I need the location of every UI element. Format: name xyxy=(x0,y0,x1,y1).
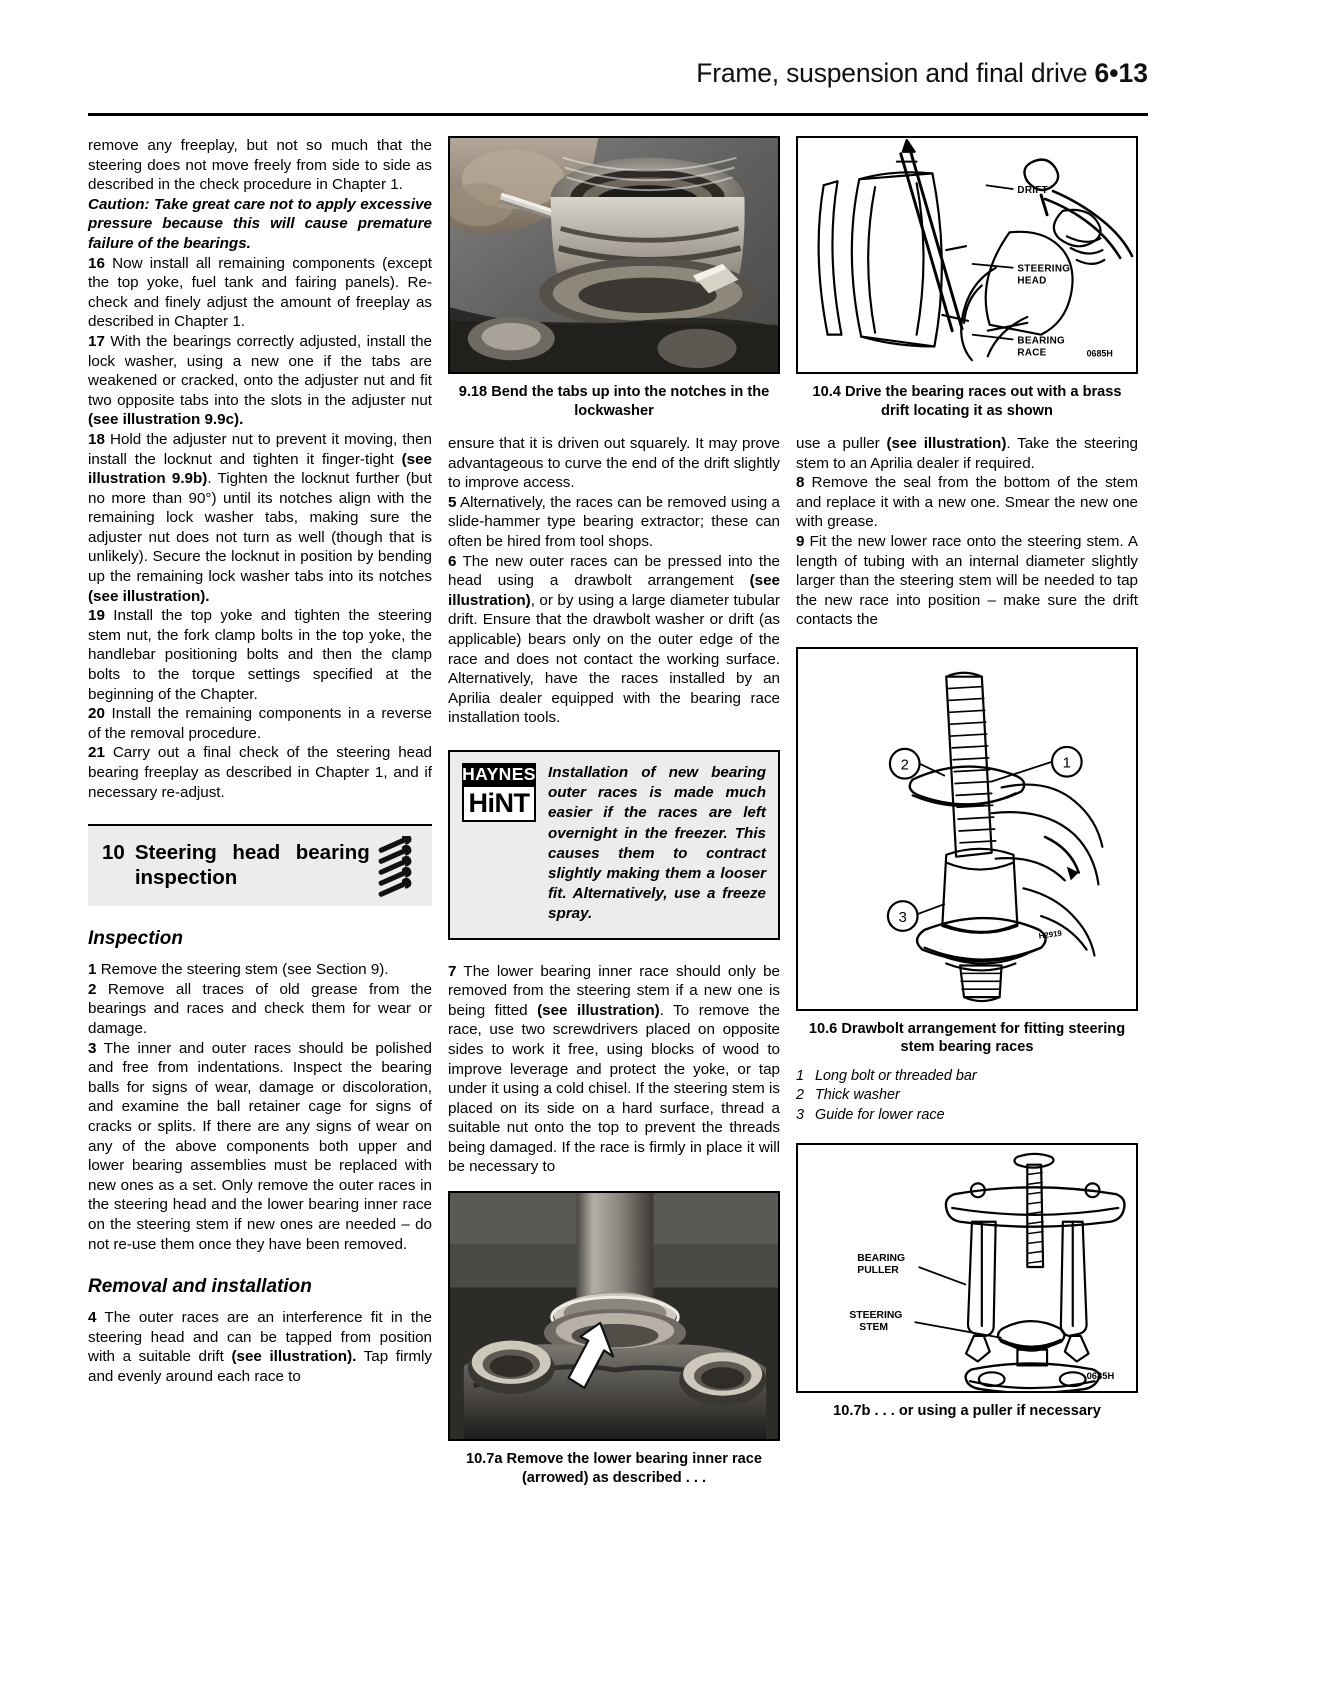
item-text: Remove all traces of old grease from the bearings and races and check them for wear or damage. xyxy=(88,980,432,1037)
subheading-removal-installation: Removal and installation xyxy=(88,1276,312,1298)
header-divider xyxy=(88,113,1148,116)
haynes-logo-bottom: HiNT xyxy=(462,787,536,822)
item-text-b: . To remove the race, use two screwdrivers placed on opposite sides to work it free, using blocks of wood to improve leverage and protect the yoke, or tap under it using a cold chisel. If the steering stem is placed on its side on a hard surface, thread a suitable nut onto the top to prevent the threads being damaged. If the race is firmly in place it will be necessary to xyxy=(448,1001,780,1176)
item-number: 18 xyxy=(88,430,105,448)
item-number: 5 xyxy=(448,493,457,511)
right-column xyxy=(796,136,1138,1421)
subheading-inspection: Inspection xyxy=(88,928,184,950)
item-text: Install the top yoke and tighten the steering stem nut, the fork clamp bolts in the top yoke, the handlebar positioning bolts and then the clamp bolts to the torque settings specified at the beginning of the Chapter. xyxy=(88,607,432,703)
item-text: Carry out a final check of the steering head bearing freeplay as described in Chapter 1, and if necessary re-adjust. xyxy=(88,744,432,801)
paragraph-text-b: . Take the steering stem to an Aprilia dealer if required. xyxy=(796,435,1138,472)
item-ref-b: (see illustration). xyxy=(88,587,210,605)
list-item-21 xyxy=(88,743,432,802)
figure-number: 10.6 xyxy=(808,1020,838,1037)
key-item-1 xyxy=(796,1067,1138,1087)
figure-callout-2: 2 xyxy=(900,757,909,774)
item-text: Alternatively, the races can be removed using a slide-hammer type bearing extractor; these can often be hired from tool shops. xyxy=(448,493,781,550)
haynes-hint-logo xyxy=(462,763,536,822)
item-number: 2 xyxy=(88,980,97,998)
figure-callout-1: 1 xyxy=(1062,755,1071,772)
spanner-rating-icon xyxy=(374,836,420,900)
item-ref-a: (see illustration 9.9b) xyxy=(88,450,432,488)
key-text: Long bolt or threaded bar xyxy=(815,1067,977,1084)
paragraph-continued: remove any freeplay, but not so much that the steering does not move freely from side to side as described in the check procedure in Chapter 1. xyxy=(88,137,432,194)
figure-10-7b-caption xyxy=(796,1402,1138,1421)
caution-note: Caution: Take great care not to apply excessive pressure because this will cause premature failure of the bearings. xyxy=(88,195,432,252)
section-title: Steering head bearing inspection xyxy=(134,841,370,890)
item-text: Remove the steering stem (see Section 9). xyxy=(100,961,389,979)
item-number: 3 xyxy=(88,1039,97,1057)
item-number: 1 xyxy=(88,961,97,979)
item-text: Now install all remaining components (except the top yoke, fuel tank and fairing panels). Re-check and finely adjust the amount of freeplay as described in Chapter 1. xyxy=(88,254,432,331)
page-header xyxy=(88,58,1148,89)
list-item-20 xyxy=(88,704,432,743)
section-heading-block xyxy=(88,824,432,906)
item-text: Remove the seal from the bottom of the stem and replace it with a new one. Smear the new one with grease. xyxy=(796,474,1138,531)
list-item-5 xyxy=(448,493,780,552)
item-text-a: Hold the adjuster nut to prevent it moving, then install the locknut and tighten it finger-tight xyxy=(88,430,432,468)
item-number: 7 xyxy=(448,962,457,980)
figure-number: 10.7a xyxy=(465,1451,503,1468)
list-item-18 xyxy=(88,430,432,606)
figure-caption-text: Drawbolt arrangement for fitting steering stem bearing races xyxy=(841,1020,1126,1056)
item-number: 20 xyxy=(88,705,105,723)
inspection-item-1 xyxy=(88,960,432,980)
removal-item-4 xyxy=(88,1308,432,1386)
list-item-19 xyxy=(88,606,432,704)
figure-caption-text: Remove the lower bearing inner race (arrowed) as described . . . xyxy=(506,1451,763,1486)
figure-10-6-code: H2919 xyxy=(1038,928,1063,941)
key-text: Guide for lower race xyxy=(815,1106,945,1123)
figure-10-4-code: 0685H xyxy=(1086,348,1113,359)
item-number: 17 xyxy=(88,332,105,350)
figure-10-7b-code: 0685H xyxy=(1086,1371,1115,1382)
list-item-6 xyxy=(448,552,780,728)
item-text: The inner and outer races should be polished and free from indentations. Inspect the bearing balls for signs of wear, damage or discoloration, and examine the ball retainer cage for signs of cracks or splits. If there are any signs of wear on any of the above components both upper and lower bearing assemblies must be replaced with new ones as a set. Only remove the outer races in the steering head and the lower bearing inner race on the steering stem if new ones are needed – do not re-use them once they have been removed. xyxy=(88,1039,432,1253)
key-text: Thick washer xyxy=(815,1087,900,1104)
item-text: Install the remaining components in a reverse of the removal procedure. xyxy=(88,705,432,742)
page-title: Frame, suspension and final drive xyxy=(696,58,1088,88)
inspection-item-2 xyxy=(88,980,432,1039)
paragraph-continued xyxy=(796,434,1138,473)
haynes-logo-top: HAYNES xyxy=(462,763,536,787)
list-item-16 xyxy=(88,254,432,332)
item-number: 8 xyxy=(796,474,805,492)
key-number: 3 xyxy=(796,1106,805,1123)
item-number: 16 xyxy=(88,254,105,272)
key-number: 1 xyxy=(796,1067,805,1084)
figure-10-7a-caption xyxy=(448,1450,780,1487)
item-text-after: Tap firmly and evenly around each race to xyxy=(88,1348,433,1385)
figure-caption-text: Bend the tabs up into the notches in the lockwasher xyxy=(491,384,770,419)
middle-column xyxy=(448,136,780,1487)
item-text-b: , or by using a large diameter tubular drift. Ensure that the drawbolt washer or drift (as applicable) bears only on the outer edge of the race and does not contact the working surface. Alternatively, have the races installed by an Aprilia dealer equipped with the bearing race installation tools. xyxy=(448,591,780,727)
item-ref: (see illustration) xyxy=(537,1001,660,1019)
figure-10-7b-image xyxy=(796,1143,1138,1393)
list-item-8 xyxy=(796,473,1138,532)
item-number: 6 xyxy=(448,552,457,570)
item-text-a: The lower bearing inner race should only be removed from the steering stem if a new one is being fitted xyxy=(448,962,780,1019)
figure-label-stem: STEM xyxy=(859,1322,889,1334)
figure-label-bearing: BEARING xyxy=(857,1253,906,1265)
figure-number: 9.18 xyxy=(458,384,488,400)
item-ref: (see illustration) xyxy=(448,572,780,609)
figure-10-4 xyxy=(796,136,1138,420)
figure-9-18 xyxy=(448,136,780,420)
key-item-2 xyxy=(796,1086,1138,1106)
figure-label-race: RACE xyxy=(1017,347,1047,359)
paragraph-ref: (see illustration) xyxy=(886,435,1007,452)
figure-10-6-image xyxy=(796,647,1138,1011)
figure-10-4-image xyxy=(796,136,1138,374)
figure-number: 10.4 xyxy=(812,384,841,400)
figure-label-bearing: BEARING xyxy=(1017,335,1065,347)
figure-10-6 xyxy=(796,647,1138,1126)
figure-10-4-caption xyxy=(796,383,1138,420)
figure-label-head: HEAD xyxy=(1017,275,1047,287)
item-ref: (see illustration). xyxy=(231,1348,357,1366)
key-item-3 xyxy=(796,1106,1138,1126)
paragraph-text-a: use a puller xyxy=(796,435,887,452)
figure-label-steering: STEERING xyxy=(849,1310,903,1322)
figure-9-18-caption xyxy=(448,383,780,420)
item-text: Fit the new lower race onto the steering stem. A length of tubing with an internal diameter slightly larger than the steering stem will be needed to tap the new race into position – make sure the drift contacts the xyxy=(796,532,1138,629)
paragraph-continued: ensure that it is driven out squarely. It may prove advantageous to curve the end of the drift slightly to improve access. xyxy=(448,435,780,492)
item-number: 19 xyxy=(88,607,105,625)
item-ref: (see illustration 9.9c). xyxy=(88,411,244,429)
list-item-17 xyxy=(88,332,432,430)
item-number: 21 xyxy=(88,744,105,762)
page-number: 6•13 xyxy=(1094,58,1148,88)
figure-label-puller: PULLER xyxy=(857,1265,899,1277)
haynes-hint-box xyxy=(448,750,780,940)
item-number: 9 xyxy=(796,532,805,550)
item-text: The outer races are an interference fit in the steering head and can be tapped from position with a suitable drift xyxy=(88,1309,432,1366)
figure-caption-text: . . . or using a puller if necessary xyxy=(874,1403,1101,1420)
section-number: 10 xyxy=(102,841,125,865)
figure-label-steering: STEERING xyxy=(1017,263,1071,275)
figure-label-drift: DRIFT xyxy=(1017,185,1048,197)
figure-10-7a xyxy=(448,1191,780,1487)
item-text-a: The new outer races can be pressed into the head using a drawbolt arrangement xyxy=(448,552,780,590)
figure-caption-text: Drive the bearing races out with a brass drift locating it as shown xyxy=(844,384,1122,419)
list-item-7 xyxy=(448,962,780,1178)
item-text-b: . Tighten the locknut further (but no more than 90°) until its notches align with the remaining lock washer tabs, making sure the adjuster nut does not turn as well (though that is unlikely). Secure the locknut in position by bending up the remaining lock washer tabs into its notches xyxy=(88,470,432,586)
figure-10-6-key xyxy=(796,1067,1138,1126)
key-number: 2 xyxy=(796,1087,805,1104)
item-number: 4 xyxy=(88,1309,97,1327)
figure-10-6-caption xyxy=(796,1020,1138,1057)
list-item-9 xyxy=(796,532,1138,630)
figure-callout-3: 3 xyxy=(898,909,907,926)
haynes-hint-text: Installation of new bearing outer races is made much easier if the races are left overnight in the freezer. This causes them to contract slightly making them a looser fit. Alternatively, use a freeze spray. xyxy=(548,763,766,923)
left-column xyxy=(88,136,432,1386)
figure-10-7b xyxy=(796,1143,1138,1421)
inspection-item-3 xyxy=(88,1039,432,1255)
item-text: With the bearings correctly adjusted, install the lock washer, using a new one if the tabs are weakened or cracked, onto the adjuster nut and fit two opposite tabs into the slots in the adjuster nut xyxy=(88,332,432,409)
figure-10-7a-image xyxy=(448,1191,780,1441)
figure-9-18-image xyxy=(448,136,780,374)
figure-number: 10.7b xyxy=(833,1403,871,1420)
